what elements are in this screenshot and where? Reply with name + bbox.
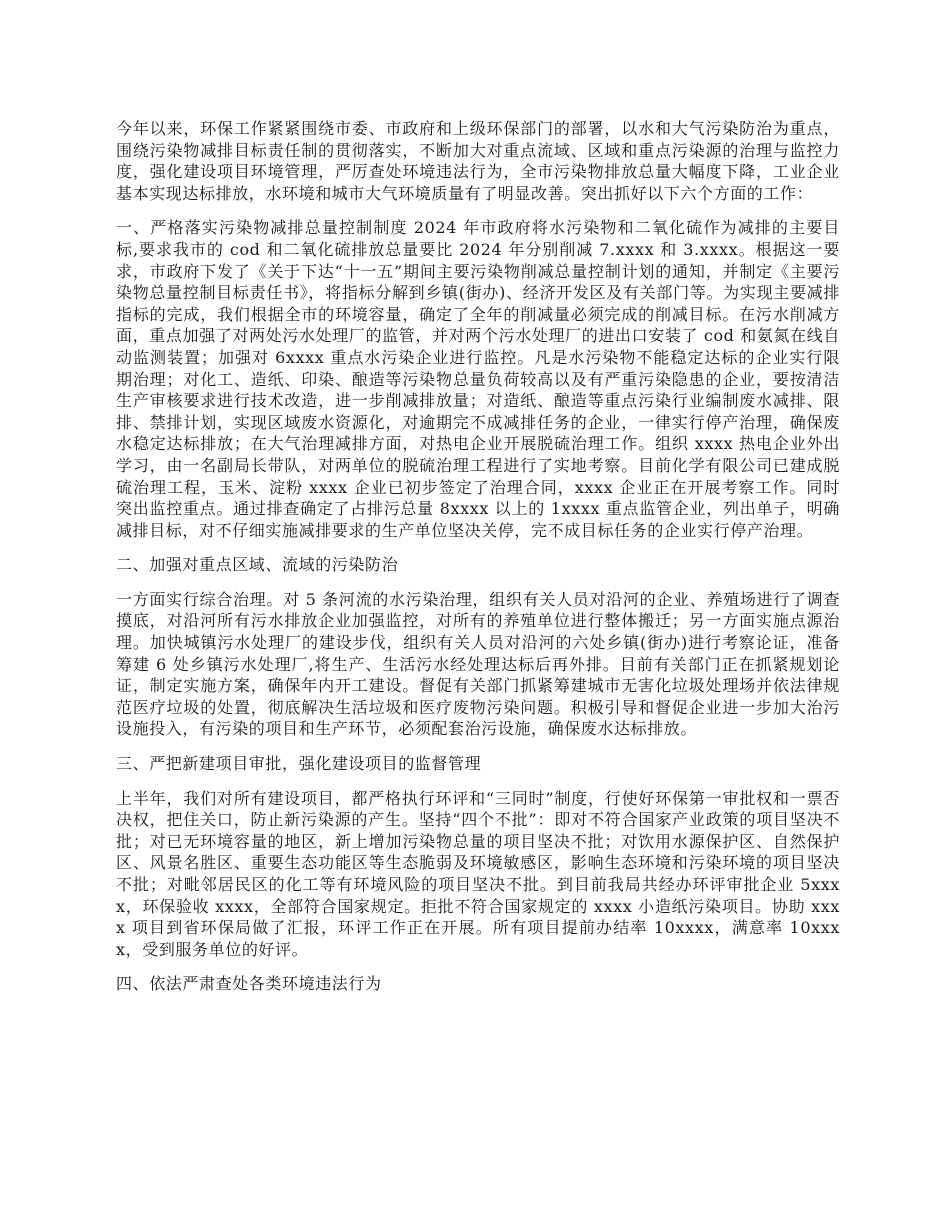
section-three-heading: 三、严把新建项目审批，强化建设项目的监督管理 (116, 754, 482, 774)
intro-paragraph: 今年以来，环保工作紧紧围绕市委、市政府和上级环保部门的部署，以水和大气污染防治为重点，围绕污染物减排目标责任制的贯彻落实，不断加大对重点流域、区域和重点污染源的治理与监控力度，强化建设项目环境管理，严厉查处环境违法行为，全市污染物排放总量大幅度下降，工业企业基本实现达标排放，水环境和城市大气环境质量有了明显改善。突出抓好以下六个方面的工作： (116, 119, 840, 203)
section-two-heading: 二、加强对重点区域、流域的污染防治 (116, 555, 399, 575)
section-one-paragraph: 一、严格落实污染物减排总量控制制度 2024 年市政府将水污染物和二氧化硫作为减排的主要目标,要求我市的 cod 和二氧化硫排放总量要比 2024 年分别削减 7.xxxx 和 3.xxxx。根据这一要求，市政府下发了《关于下达“十一五”期间主要污染物削减总量控制计划的通知，并制定《主要污染物总量控制目标责任书》，将指标分解到乡镇(街办)、经济开发区及有关部门等。为实现主要减排指标的完成，我们根据全市的环境容量，确定了全年的削减量必须完成的削减目标。在污水削减方面，重点加强了对两处污水处理厂的监管，并对两个污水处理厂的进出口安装了 cod 和氨氮在线自动监测装置；加强对 6xxxx 重点水污染企业进行监控。凡是水污染物不能稳定达标的企业实行限期治理；对化工、造纸、印染、酿造等污染物总量负荷较高以及有严重污染隐患的企业，要按清洁生产审核要求进行技术改造，进一步削减排放量；对造纸、酿造等重点污染行业编制废水减排、限排、禁排计划，实现区域废水资源化，对逾期完不成减排任务的企业，一律实行停产治理，确保废水稳定达标排放；在大气治理减排方面，对热电企业开展脱硫治理工作。组织 xxxx 热电企业外出学习，由一名副局长带队，对两单位的脱硫治理工程进行了实地考察。目前化学有限公司已建成脱硫治理工程，玉米、淀粉 xxxx 企业已初步签定了治理合同，xxxx 企业正在开展考察工作。同时突出监控重点。通过排查确定了占排污总量 8xxxx 以上的 1xxxx 重点监管企业，列出单子，明确减排目标，对不仔细实施减排要求的生产单位坚决关停，完不成目标任务的企业实行停产治理。 (116, 218, 840, 540)
section-two-paragraph: 一方面实行综合治理。对 5 条河流的水污染治理，组织有关人员对沿河的企业、养殖场进行了调查摸底，对沿河所有污水排放企业加强监控，对所有的养殖单位进行整体搬迁；另一方面实施点源治理。加快城镇污水处理厂的建设步伐，组织有关人员对沿河的六处乡镇(街办)进行考察论证，准备筹建 6 处乡镇污水处理厂,将生产、生活污水经处理达标后再外排。目前有关部门正在抓紧规划论证，制定实施方案，确保年内开工建设。督促有关部门抓紧筹建城市无害化垃圾处理场并依法律规范医疗垃圾的处置，彻底解决生活垃圾和医疗废物污染问题。积极引导和督促企业进一步加大治污设施投入，有污染的项目和生产环节，必须配套治污设施，确保废水达标排放。 (116, 589, 840, 739)
section-four-heading: 四、依法严肃查处各类环境违法行为 (116, 974, 382, 994)
section-three-paragraph: 上半年，我们对所有建设项目，都严格执行环评和“三同时”制度，行使好环保第一审批权和一票否决权，把住关口，防止新污染源的产生。坚持“四个不批”：即对不符合国家产业政策的项目坚决不批；对已无环境容量的地区，新上增加污染物总量的项目坚决不批；对饮用水源保护区、自然保护区、风景名胜区、重要生态功能区等生态脆弱及环境敏感区，影响生态环境和污染环境的项目坚决不批；对毗邻居民区的化工等有环境风险的项目坚决不批。到目前我局共经办环评审批企业 5xxxx，环保验收 xxxx，全部符合国家规定。拒批不符合国家规定的 xxxx 小造纸污染项目。协助 xxxx 项目到省环保局做了汇报，环评工作正在开展。所有项目提前办结率 10xxxx，满意率 10xxxx，受到服务单位的好评。 (116, 788, 840, 959)
document-body (116, 118, 840, 1008)
